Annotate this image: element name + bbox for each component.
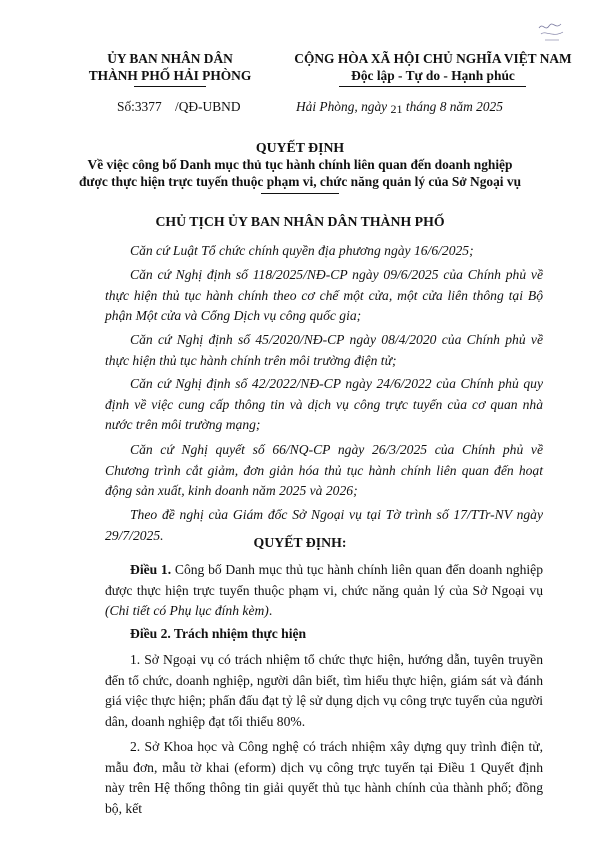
issuing-agency (72, 50, 268, 84)
article-2-item-2: 2. Sở Khoa học và Công nghệ có trách nhiệm xây dựng quy trình điện tử, mẫu đơn, mẫu tờ khai (eform) dịch vụ công trực tuyến tại Điều 1 Quyết định này trên Hệ thống thông tin giải quyết thủ tục hành chính của thành phố; đồng bộ, kết (105, 739, 543, 816)
title-subject-line-2: được thực hiện trực tuyến thuộc phạm vi, chức năng quản lý của Sở Ngoại vụ (78, 174, 522, 189)
article-2-heading: Điều 2. Trách nhiệm thực hiện (130, 626, 307, 641)
document-number: Số:3377 /QĐ-UBND (117, 99, 241, 114)
legal-basis-3: Căn cứ Nghị định số 45/2020/NĐ-CP ngày 08/4/2020 của Chính phủ về thực hiện thủ tục hành chính trên môi trường điện tử; (105, 332, 543, 368)
article-2-item-1: 1. Sở Ngoại vụ có trách nhiệm tổ chức thực hiện, hướng dẫn, tuyên truyền đến tổ chức, doanh nghiệp, người dân biết, tìm hiểu thực hiện, giám sát và đánh giá việc thực hiện; phấn đấu đạt tỷ lệ sử dụng dịch vụ công trực tuyến của người dân, doanh nghiệp đạt tối thiểu 80%. (105, 652, 543, 729)
authority-heading: CHỦ TỊCH ỦY BAN NHÂN DÂN THÀNH PHỐ (155, 214, 445, 229)
agency-line-2: THÀNH PHỐ HẢI PHÒNG (88, 68, 252, 83)
national-motto (283, 50, 583, 84)
legal-basis-4: Căn cứ Nghị định số 42/2022/NĐ-CP ngày 24/6/2022 của Chính phủ quy định về việc cung cấp thông tin và dịch vụ công trực tuyến của cơ quan nhà nước trên môi trường mạng; (105, 376, 543, 432)
legal-basis-2: Căn cứ Nghị định số 118/2025/NĐ-CP ngày 09/6/2025 của Chính phủ về thực hiện thủ tục hành chính theo cơ chế một cửa, một cửa liên thông tại Bộ phận Một cửa và Cổng Dịch vụ công quốc gia; (105, 267, 543, 323)
article-1-label: Điều 1. (130, 562, 172, 577)
legal-basis-5: Căn cứ Nghị quyết số 66/NQ-CP ngày 26/3/2025 của Chính phủ về Chương trình cắt giảm, đơn giản hóa thủ tục hành chính liên quan đến hoạt động sản xuất, kinh doanh năm 2025 và 2026; (105, 442, 543, 498)
article-1-note: (Chi tiết có Phụ lục đính kèm) (105, 603, 269, 618)
initials-signature (535, 18, 567, 50)
title-underline (261, 193, 339, 194)
date-prefix: Hải Phòng, ngày (296, 99, 388, 114)
date-suffix: tháng 8 năm 2025 (405, 99, 503, 114)
nation-line-2: Độc lập - Tự do - Hạnh phúc (351, 68, 515, 83)
decision-heading: QUYẾT ĐỊNH: (253, 535, 347, 550)
legal-basis-1: Căn cứ Luật Tổ chức chính quyền địa phương ngày 16/6/2025; (130, 243, 474, 258)
document-date (296, 99, 503, 115)
date-day: 21 (390, 102, 403, 116)
agency-line-1: ỦY BAN NHÂN DÂN (107, 51, 233, 66)
motto-underline (339, 86, 526, 87)
title-subject-line-1: Về việc công bố Danh mục thủ tục hành chính liên quan đến doanh nghiệp (87, 157, 513, 172)
nation-line-1: CỘNG HÒA XÃ HỘI CHỦ NGHĨA VIỆT NAM (294, 51, 572, 66)
document-title: QUYẾT ĐỊNH (255, 140, 345, 155)
legal-basis-6: Theo đề nghị của Giám đốc Sở Ngoại vụ tại Tờ trình số 17/TTr-NV ngày 29/7/2025. (105, 507, 543, 543)
article-1: Điều 1. Công bố Danh mục thủ tục hành chính liên quan đến doanh nghiệp được thực hiện trực tuyến thuộc phạm vi, chức năng quản lý của Sở Ngoại vụ (Chi tiết có Phụ lục đính kèm). (105, 562, 544, 618)
agency-underline (134, 86, 206, 87)
